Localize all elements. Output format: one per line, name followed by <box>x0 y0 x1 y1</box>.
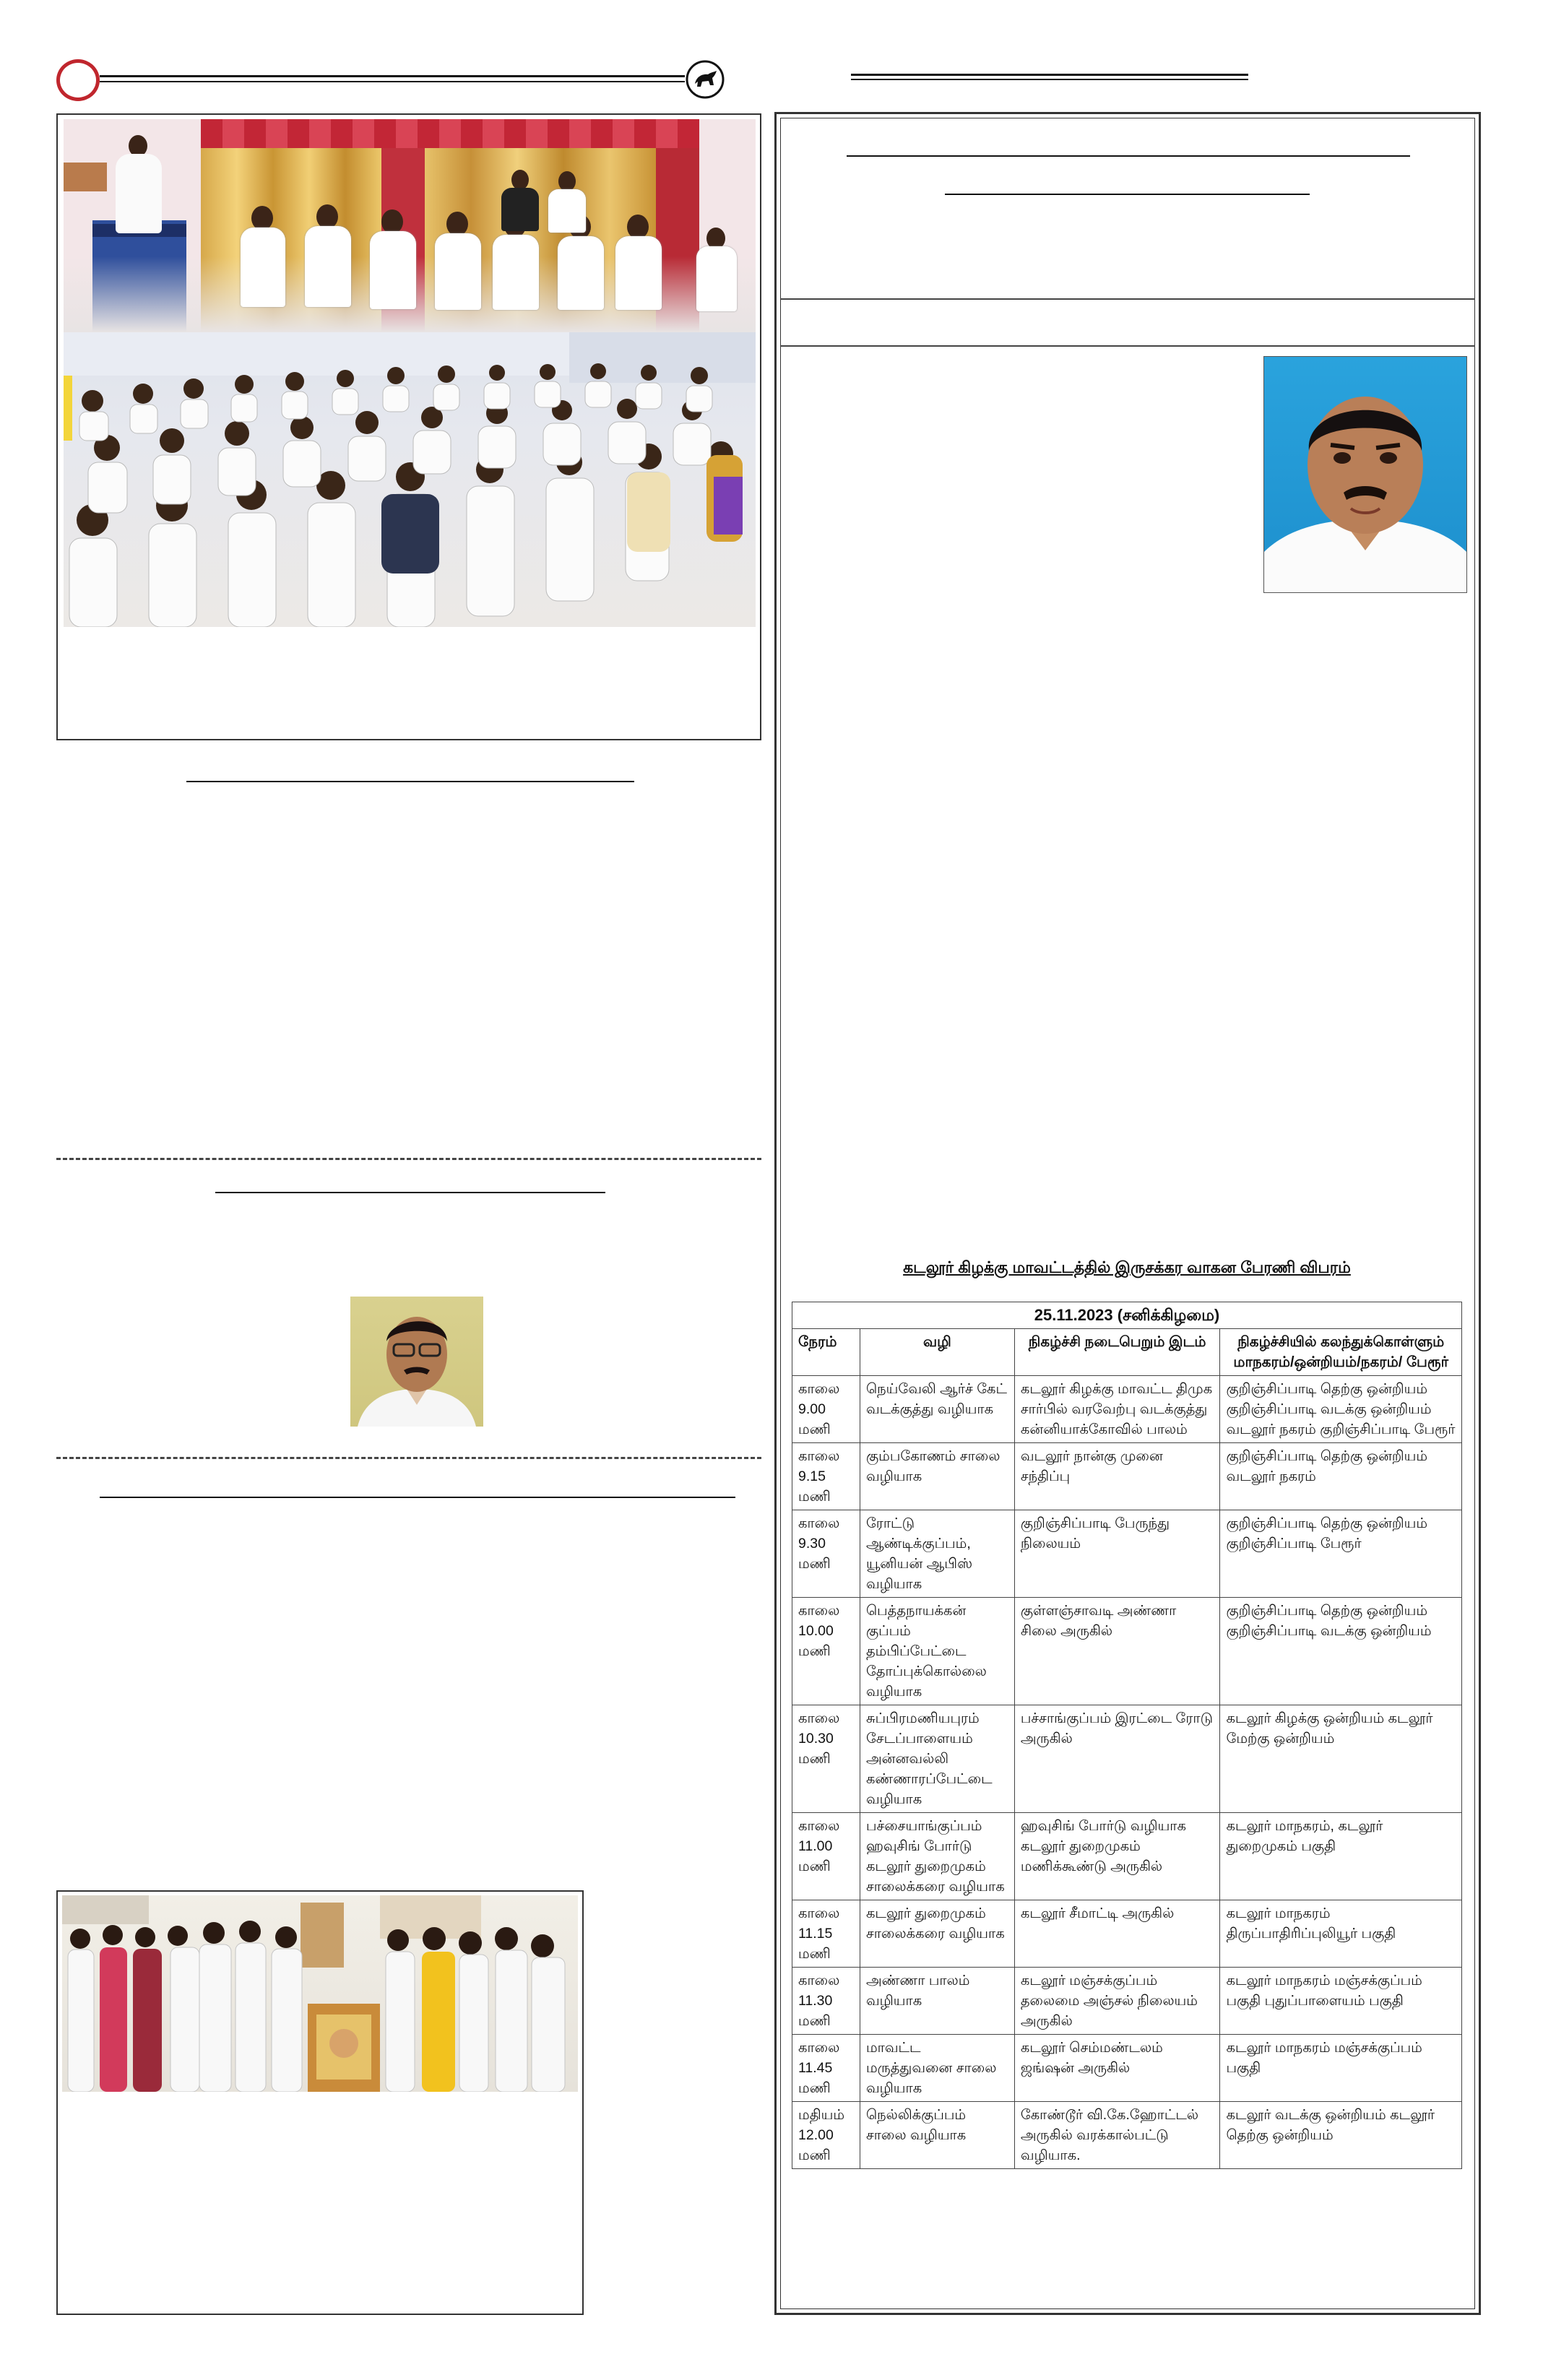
table-row <box>792 1443 1462 1510</box>
table-row <box>792 1813 1462 1900</box>
row-route: பெத்தநாயக்கன் குப்பம் தம்பிப்பேட்டை தோப்புக்கொல்லை வழியாக <box>860 1598 1014 1705</box>
row-participants: குறிஞ்சிப்பாடி தெற்கு ஒன்றியம் குறிஞ்சிப்பாடி வடக்கு ஒன்றியம் <box>1220 1598 1462 1705</box>
row-participants: கடலூர் வடக்கு ஒன்றியம் கடலூர் தெற்கு ஒன்றியம் <box>1220 2102 1462 2169</box>
row-time: காலை 11.30 மணி <box>792 1968 860 2035</box>
row-time: காலை 9.00 மணி <box>792 1376 860 1443</box>
masthead-rule-2 <box>100 81 685 82</box>
section-rule-1 <box>186 781 634 782</box>
table-row <box>792 1510 1462 1598</box>
row-place: கடலூர் மஞ்சக்குப்பம் தலைமை அஞ்சல் நிலையம் அருகில் <box>1014 1968 1220 2035</box>
row-participants: கடலூர் மாநகரம் திருப்பாதிரிப்புலியூர் பகுதி <box>1220 1900 1462 1968</box>
table-row <box>792 1968 1462 2035</box>
table-row <box>792 1376 1462 1443</box>
table-row <box>792 1705 1462 1813</box>
row-route: கடலூர் துறைமுகம் சாலைக்கரை வழியாக <box>860 1900 1014 1968</box>
schedule-title: கடலூர் கிழக்கு மாவட்டத்தில் இருசக்கர வாகன பேரணி விபரம் <box>903 1258 1351 1276</box>
header-participants: நிகழ்ச்சியில் கலந்துக்கொள்ளும் மாநகரம்/ஒன்றியம்/நகரம்/ பேரூர் <box>1220 1329 1462 1376</box>
section-rule-3 <box>100 1497 735 1498</box>
row-time: காலை 11.45 மணி <box>792 2035 860 2102</box>
row-route: கும்பகோணம் சாலை வழியாக <box>860 1443 1014 1510</box>
table-header-row <box>792 1329 1462 1376</box>
row-place: ஹவுசிங் போர்டு வழியாக கடலூர் துறைமுகம் மணிக்கூண்டு அருகில் <box>1014 1813 1220 1900</box>
row-participants: குறிஞ்சிப்பாடி தெற்கு ஒன்றியம் வடலூர் நகரம் <box>1220 1443 1462 1510</box>
row-route: பச்சையாங்குப்பம் ஹவுசிங் போர்டு கடலூர் துறைமுகம் சாலைக்கரை வழியாக <box>860 1813 1014 1900</box>
header-route: வழி <box>860 1329 1014 1376</box>
headline-separator-1 <box>780 298 1475 300</box>
table-row <box>792 1900 1462 1968</box>
header-rule-right-2 <box>851 79 1248 80</box>
header-rule-right <box>851 74 1248 76</box>
row-time: காலை 10.30 மணி <box>792 1705 860 1813</box>
section-divider-1 <box>56 1158 761 1160</box>
headline-rule-1 <box>847 155 1410 157</box>
stage-people <box>64 119 756 332</box>
masthead-rule <box>100 75 685 77</box>
row-place: குள்ளஞ்சாவடி அண்ணா சிலை அருகில் <box>1014 1598 1220 1705</box>
row-place: வடலூர் நான்கு முனை சந்திப்பு <box>1014 1443 1220 1510</box>
headline-separator-2 <box>780 345 1475 347</box>
row-time: காலை 11.15 மணி <box>792 1900 860 1968</box>
row-route: நெல்லிக்குப்பம் சாலை வழியாக <box>860 2102 1014 2169</box>
row-time: காலை 9.30 மணி <box>792 1510 860 1598</box>
header-place: நிகழ்ச்சி நடைபெறும் இடம் <box>1014 1329 1220 1376</box>
section-rule-2 <box>215 1192 605 1193</box>
row-place: கோண்டூர் வி.கே.ஹோட்டல் அருகில் வரக்கால்பட்டு வழியாக. <box>1014 2102 1220 2169</box>
row-participants: கடலூர் மாநகரம் மஞ்சக்குப்பம் பகுதி புதுப்பாளையம் பகுதி <box>1220 1968 1462 2035</box>
row-participants: கடலூர் மாநகரம், கடலூர் துறைமுகம் பகுதி <box>1220 1813 1462 1900</box>
row-place: கடலூர் கிழக்கு மாவட்ட திமுக சார்பில் வரவேற்பு வடக்குத்து கன்னியாக்கோவில் பாலம் <box>1014 1376 1220 1443</box>
headline-rule-2 <box>945 194 1310 195</box>
row-place: குறிஞ்சிப்பாடி பேருந்து நிலையம் <box>1014 1510 1220 1598</box>
row-place: கடலூர் சீமாட்டி அருகில் <box>1014 1900 1220 1968</box>
small-portrait-photo <box>350 1297 483 1427</box>
table-row <box>792 1598 1462 1705</box>
row-route: அண்ணா பாலம் வழியாக <box>860 1968 1014 2035</box>
row-route: நெய்வேலி ஆர்ச் கேட் வடக்குத்து வழியாக <box>860 1376 1014 1443</box>
header-time: நேரம் <box>792 1329 860 1376</box>
row-route: மாவட்ட மருத்துவனை சாலை வழியாக <box>860 2035 1014 2102</box>
rally-schedule-table <box>792 1302 1462 2169</box>
row-participants: குறிஞ்சிப்பாடி தெற்கு ஒன்றியம் குறிஞ்சிப்பாடி பேரூர் <box>1220 1510 1462 1598</box>
portrait-photo <box>1263 356 1467 593</box>
audience-photo <box>64 332 756 627</box>
row-time: காலை 9.15 மணி <box>792 1443 860 1510</box>
table-row <box>792 2102 1462 2169</box>
row-participants: கடலூர் கிழக்கு ஒன்றியம் கடலூர் மேற்கு ஒன்றியம் <box>1220 1705 1462 1813</box>
masthead-circle-icon <box>56 59 100 101</box>
group-tribute-photo <box>62 1895 578 2092</box>
schedule-date: 25.11.2023 (சனிக்கிழமை) <box>792 1302 1462 1329</box>
row-route: சுப்பிரமணியபுரம் சேடப்பாளையம் அன்னவல்லி கண்ணாரப்பேட்டை வழியாக <box>860 1705 1014 1813</box>
row-route: ரோட்டு ஆண்டிக்குப்பம், யூனியன் ஆபிஸ் வழியாக <box>860 1510 1014 1598</box>
row-place: கடலூர் செம்மண்டலம் ஜங்ஷன் அருகில் <box>1014 2035 1220 2102</box>
section-divider-2 <box>56 1457 761 1459</box>
row-place: பச்சாங்குப்பம் இரட்டை ரோடு அருகில் <box>1014 1705 1220 1813</box>
row-participants: கடலூர் மாநகரம் மஞ்சக்குப்பம் பகுதி <box>1220 2035 1462 2102</box>
row-time: காலை 10.00 மணி <box>792 1598 860 1705</box>
table-row <box>792 2035 1462 2102</box>
row-time: மதியம் 12.00 மணி <box>792 2102 860 2169</box>
row-participants: குறிஞ்சிப்பாடி தெற்கு ஒன்றியம் குறிஞ்சிப்பாடி வடக்கு ஒன்றியம் வடலூர் நகரம் குறிஞ்சிப்பாடி பேரூர் <box>1220 1376 1462 1443</box>
bull-emblem-icon <box>685 59 725 100</box>
row-time: காலை 11.00 மணி <box>792 1813 860 1900</box>
